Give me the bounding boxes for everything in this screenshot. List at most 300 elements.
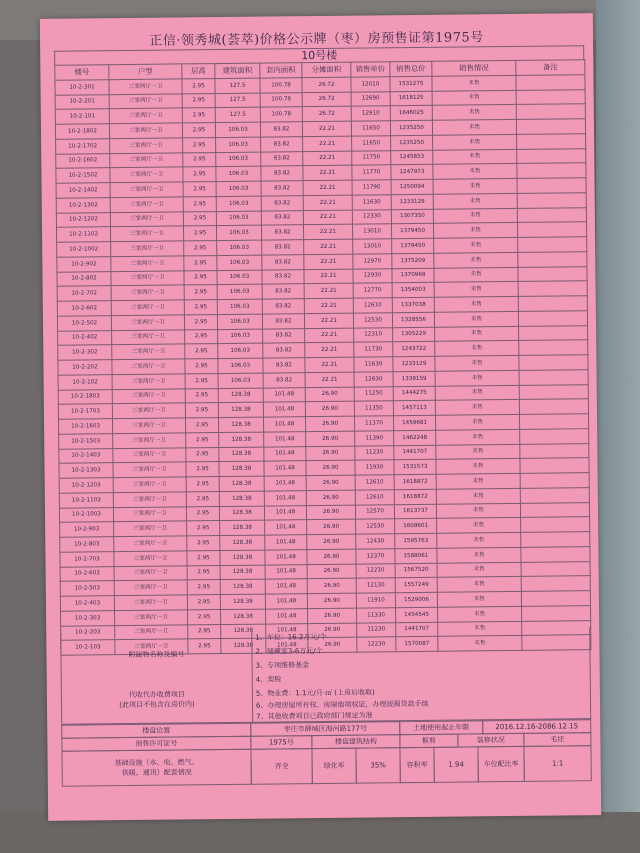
cell-layout: 三室两厅一卫 — [109, 123, 182, 139]
cell-floor-height: 2.95 — [182, 123, 215, 138]
cell-sale-status: 未售 — [432, 105, 516, 121]
cell-sale-status: 未售 — [436, 459, 520, 475]
cell-gross-area: 128.38 — [221, 638, 266, 653]
cell-net-area: 83.82 — [263, 328, 305, 343]
header-shared-area: 分摊面积 — [302, 62, 351, 77]
cell-floor-height: 2.95 — [185, 359, 218, 374]
cell-floor-height: 2.95 — [186, 477, 219, 492]
land-term-label: 土地使用起止年限 — [399, 720, 483, 735]
cell-net-area: 101.48 — [264, 505, 306, 520]
cell-total-price: 1457113 — [393, 401, 435, 416]
cell-total-price: 1233129 — [391, 194, 433, 209]
cell-building-no: 10-2-1302 — [56, 197, 110, 212]
cell-net-area: 83.82 — [263, 372, 305, 387]
attachments-label: 附属物名称及编号 — [128, 650, 185, 660]
cell-sale-status: 未售 — [434, 296, 518, 312]
cell-building-no: 10-2-102 — [58, 374, 112, 389]
cell-building-no: 10-2-1702 — [56, 138, 110, 153]
cell-net-area: 83.82 — [261, 210, 303, 225]
cell-sale-status: 未售 — [433, 178, 517, 194]
cell-building-no: 10-2-101 — [55, 109, 109, 124]
cell-building-no: 10-2-1303 — [59, 463, 113, 478]
cell-unit-price: 11330 — [357, 607, 396, 622]
cell-total-price: 1531275 — [390, 76, 432, 91]
cell-total-price: 1588061 — [395, 548, 437, 563]
cell-net-area: 101.48 — [266, 608, 308, 623]
cell-remarks — [519, 384, 588, 399]
cell-unit-price: 11390 — [355, 430, 394, 445]
cell-total-price: 1613737 — [394, 504, 436, 519]
cell-building-no: 10-2-603 — [60, 566, 114, 581]
cell-gross-area: 106.03 — [216, 211, 261, 226]
collection-label: 代收代办收费项目 — [128, 690, 185, 700]
cell-gross-area: 128.38 — [220, 579, 265, 594]
cell-gross-area: 128.38 — [218, 402, 263, 417]
cell-layout: 三室两厅一卫 — [109, 93, 182, 109]
header-remarks: 备注 — [516, 60, 585, 75]
cell-floor-height: 2.95 — [187, 521, 220, 536]
cell-net-area: 83.82 — [262, 313, 304, 328]
cell-total-price: 1243722 — [393, 342, 435, 357]
cell-shared-area: 22.21 — [304, 269, 353, 284]
cell-building-no: 10-2-1603 — [59, 419, 113, 434]
cell-shared-area: 22.21 — [303, 195, 352, 210]
cell-floor-height: 2.95 — [184, 270, 217, 285]
cell-sale-status: 未售 — [437, 562, 521, 578]
cell-total-price: 1618872 — [394, 474, 436, 489]
cell-layout: 三室两厅一卫 — [110, 182, 183, 198]
cell-building-no: 10-2-802 — [57, 271, 111, 286]
cell-net-area: 83.82 — [262, 299, 304, 314]
cell-gross-area: 106.03 — [217, 270, 262, 285]
cell-building-no: 10-2-403 — [60, 596, 114, 611]
cell-net-area: 83.82 — [261, 151, 303, 166]
cell-sale-status: 未售 — [432, 75, 516, 91]
cell-shared-area: 26.90 — [305, 416, 354, 431]
cell-building-no: 10-2-301 — [55, 79, 109, 94]
cell-gross-area: 128.38 — [219, 432, 264, 447]
cell-floor-height: 2.95 — [184, 285, 217, 300]
cell-sale-status: 未售 — [433, 223, 517, 239]
cell-remarks — [517, 148, 586, 163]
cell-shared-area: 26.90 — [305, 401, 354, 416]
cell-shared-area: 26.90 — [307, 549, 356, 564]
cell-sale-status: 未售 — [435, 370, 519, 386]
cell-gross-area: 128.38 — [221, 624, 266, 639]
cell-layout: 三室两厅一卫 — [110, 211, 183, 227]
cell-net-area: 100.78 — [260, 92, 302, 107]
cell-net-area: 101.48 — [263, 417, 305, 432]
cell-unit-price: 11790 — [352, 180, 391, 195]
cell-gross-area: 128.38 — [219, 461, 264, 476]
cell-remarks — [521, 546, 590, 561]
cell-unit-price: 12770 — [353, 283, 392, 298]
cell-remarks — [518, 296, 587, 311]
cell-unit-price: 12370 — [356, 548, 395, 563]
cell-unit-price: 12630 — [354, 371, 393, 386]
cell-unit-price: 11650 — [351, 121, 390, 136]
permit-label: 预售许可证号 — [61, 736, 251, 752]
cell-remarks — [516, 104, 585, 119]
header-total-price: 销售总价 — [390, 61, 432, 76]
cell-gross-area: 128.38 — [219, 476, 264, 491]
cell-floor-height: 2.95 — [187, 550, 220, 565]
cell-unit-price: 11770 — [352, 165, 391, 180]
cell-net-area: 83.82 — [262, 254, 304, 269]
cell-remarks — [521, 532, 590, 547]
cell-floor-height: 2.95 — [187, 536, 220, 551]
cell-unit-price: 12970 — [353, 253, 392, 268]
cell-floor-height: 2.95 — [187, 595, 220, 610]
cell-sale-status: 未售 — [434, 282, 518, 298]
cell-net-area: 100.78 — [260, 77, 302, 92]
cell-unit-price: 11910 — [356, 593, 395, 608]
header-building-no: 楼号 — [55, 65, 109, 80]
cell-total-price: 1235250 — [391, 135, 433, 150]
parking-ratio-value: 1:1 — [523, 745, 591, 782]
cell-total-price: 1339159 — [393, 371, 435, 386]
cell-shared-area: 26.90 — [308, 637, 357, 652]
cell-total-price: 1444275 — [393, 386, 435, 401]
cell-floor-height: 2.95 — [183, 211, 216, 226]
cell-remarks — [516, 74, 585, 89]
cell-building-no: 10-2-103 — [61, 640, 115, 655]
cell-total-price: 1441707 — [396, 622, 438, 637]
cell-sale-status: 未售 — [435, 326, 519, 342]
cell-unit-price: 13010 — [352, 224, 391, 239]
cell-net-area: 101.48 — [264, 490, 306, 505]
cell-gross-area: 128.38 — [219, 491, 264, 506]
cell-total-price: 1305229 — [393, 327, 435, 342]
cell-net-area: 101.48 — [263, 387, 305, 402]
cell-building-no: 10-2-303 — [61, 610, 115, 625]
cell-remarks — [520, 458, 589, 473]
cell-shared-area: 22.21 — [305, 328, 354, 343]
location-label: 楼盘位置 — [61, 723, 251, 739]
cell-floor-height: 2.95 — [182, 108, 215, 123]
cell-floor-height: 2.95 — [184, 300, 217, 315]
cell-remarks — [517, 222, 586, 237]
cell-unit-price: 12230 — [357, 637, 396, 652]
cell-sale-status: 未售 — [434, 267, 518, 283]
cell-shared-area: 22.21 — [304, 298, 353, 313]
cell-net-area: 101.48 — [266, 638, 308, 653]
cell-layout: 三室两厅一卫 — [114, 580, 187, 596]
cell-layout: 三室两厅一卫 — [111, 256, 184, 272]
cell-remarks — [519, 355, 588, 370]
plot-ratio-label: 容积率 — [399, 747, 434, 783]
cell-total-price: 1235250 — [390, 120, 432, 135]
annex-section — [60, 627, 591, 725]
cell-net-area: 101.48 — [264, 431, 306, 446]
cell-remarks — [520, 487, 589, 502]
cell-building-no: 10-2-702 — [57, 286, 111, 301]
cell-shared-area: 26.90 — [306, 490, 355, 505]
cell-floor-height: 2.95 — [188, 639, 221, 654]
cell-shared-area: 22.21 — [304, 239, 353, 254]
cell-total-price: 1454545 — [395, 607, 437, 622]
cell-building-no: 10-2-1503 — [59, 433, 113, 448]
cell-remarks — [519, 414, 588, 429]
collection-item: 5、物业费：1.1元/月·㎡ (上房后收取) — [255, 688, 375, 698]
cell-gross-area: 128.38 — [220, 594, 265, 609]
cell-shared-area: 26.90 — [308, 623, 357, 638]
cell-net-area: 101.48 — [264, 446, 306, 461]
cell-sale-status: 未售 — [436, 473, 520, 489]
cell-total-price: 1328556 — [392, 312, 434, 327]
cell-building-no: 10-2-1502 — [56, 168, 110, 183]
cell-remarks — [521, 517, 590, 532]
cell-unit-price: 12430 — [356, 534, 395, 549]
cell-layout: 三室两厅一卫 — [113, 506, 186, 522]
cell-shared-area: 22.21 — [305, 372, 354, 387]
cell-remarks — [520, 473, 589, 488]
cell-shared-area: 22.21 — [304, 254, 353, 269]
cell-sale-status: 未售 — [432, 119, 516, 135]
cell-net-area: 101.48 — [266, 623, 308, 638]
cell-sale-status: 未售 — [436, 444, 520, 460]
cell-layout: 三室两厅一卫 — [111, 285, 184, 301]
cell-layout: 三室两厅一卫 — [110, 167, 183, 183]
cell-unit-price: 11650 — [352, 136, 391, 151]
cell-gross-area: 128.38 — [221, 609, 266, 624]
cell-sale-status: 未售 — [437, 591, 521, 607]
cell-remarks — [518, 310, 587, 325]
structure-label: 楼盘建筑结构 — [311, 734, 400, 749]
cell-layout: 三室两厅一卫 — [114, 536, 187, 552]
cell-remarks — [518, 266, 587, 281]
cell-building-no: 10-2-1103 — [59, 492, 113, 507]
cell-sale-status: 未售 — [437, 532, 521, 548]
cell-building-no: 10-2-1803 — [58, 389, 112, 404]
cell-sale-status: 未售 — [433, 149, 517, 165]
cell-building-no: 10-2-803 — [60, 537, 114, 552]
cell-remarks — [521, 576, 590, 591]
cell-layout: 三室两厅一卫 — [113, 477, 186, 493]
cell-gross-area: 106.03 — [217, 299, 262, 314]
cell-sale-status: 未售 — [435, 341, 519, 357]
cell-shared-area: 26.90 — [306, 431, 355, 446]
facility-label-line: 基础设施（水、电、燃气、 — [114, 758, 199, 768]
cell-unit-price: 11350 — [354, 401, 393, 416]
facility-label — [61, 749, 251, 787]
cell-floor-height: 2.95 — [188, 624, 221, 639]
header-sale-status: 销售情况 — [432, 60, 516, 76]
cell-shared-area: 26.90 — [308, 608, 357, 623]
cell-unit-price: 12530 — [356, 519, 395, 534]
cell-gross-area: 128.38 — [220, 550, 265, 565]
cell-shared-area: 26.90 — [306, 446, 355, 461]
cell-floor-height: 2.95 — [187, 565, 220, 580]
cell-gross-area: 106.03 — [215, 122, 260, 137]
cell-layout: 三室两厅一卫 — [112, 359, 185, 375]
cell-building-no: 10-2-1402 — [56, 183, 110, 198]
cell-net-area: 101.48 — [265, 535, 307, 550]
cell-shared-area: 22.21 — [303, 136, 352, 151]
cell-shared-area: 26.90 — [307, 564, 356, 579]
cell-floor-height: 2.95 — [186, 491, 219, 506]
cell-shared-area: 22.21 — [304, 283, 353, 298]
cell-total-price: 1337038 — [392, 297, 434, 312]
cell-unit-price: 11230 — [357, 622, 396, 637]
cell-shared-area: 22.21 — [302, 121, 351, 136]
cell-shared-area: 22.21 — [305, 357, 354, 372]
cell-unit-price: 11370 — [354, 416, 393, 431]
cell-floor-height: 2.95 — [183, 226, 216, 241]
cell-total-price: 1379450 — [392, 238, 434, 253]
cell-total-price: 1245853 — [391, 150, 433, 165]
cell-gross-area: 106.03 — [217, 284, 262, 299]
facility-row — [61, 745, 591, 787]
cell-floor-height: 2.95 — [185, 329, 218, 344]
cell-building-no: 10-2-1202 — [56, 212, 110, 227]
cell-total-price: 1370968 — [392, 268, 434, 283]
cell-building-no: 10-2-502 — [57, 315, 111, 330]
cell-layout: 三室两厅一卫 — [114, 521, 187, 537]
cell-total-price: 1354003 — [392, 283, 434, 298]
cell-floor-height: 2.95 — [183, 196, 216, 211]
cell-unit-price: 11750 — [352, 150, 391, 165]
cell-gross-area: 128.38 — [220, 520, 265, 535]
permit-value: 1975号 — [250, 735, 312, 750]
cell-layout: 三室两厅一卫 — [110, 197, 183, 213]
cell-gross-area: 106.03 — [216, 166, 261, 181]
cell-sale-status: 未售 — [438, 636, 522, 652]
cell-remarks — [517, 207, 586, 222]
location-value: 枣庄市薛城区海河路177号 — [250, 721, 400, 737]
cell-gross-area: 128.38 — [220, 565, 265, 580]
cell-layout: 三室两厅一卫 — [112, 388, 185, 404]
cell-unit-price: 12330 — [352, 209, 391, 224]
cell-gross-area: 106.03 — [217, 255, 262, 270]
cell-remarks — [520, 502, 589, 517]
cell-unit-price: 11630 — [354, 357, 393, 372]
unit-price-table — [54, 59, 591, 656]
cell-gross-area: 106.03 — [218, 343, 263, 358]
cell-remarks — [521, 605, 590, 620]
cell-layout: 三室两厅一卫 — [113, 447, 186, 463]
cell-unit-price: 12930 — [353, 268, 392, 283]
collection-item: 7、其他收费项目已政府部门规定为准 — [256, 711, 373, 721]
cell-unit-price: 12690 — [351, 91, 390, 106]
cell-layout: 三室两厅一卫 — [114, 551, 187, 567]
cell-net-area: 83.82 — [262, 284, 304, 299]
cell-building-no: 10-2-201 — [55, 94, 109, 109]
plot-ratio-value: 1.94 — [433, 746, 478, 782]
cell-shared-area: 26.90 — [306, 475, 355, 490]
cell-unit-price: 13010 — [353, 239, 392, 254]
cell-building-no: 10-2-203 — [61, 625, 115, 640]
cell-gross-area: 106.03 — [216, 152, 261, 167]
cell-building-no: 10-2-1002 — [57, 242, 111, 257]
cell-net-area: 83.82 — [263, 358, 305, 373]
cell-layout: 三室两厅一卫 — [113, 492, 186, 508]
cell-sale-status: 未售 — [435, 400, 519, 416]
cell-floor-height: 2.95 — [183, 167, 216, 182]
cell-shared-area: 22.21 — [305, 342, 354, 357]
cell-total-price: 1307350 — [391, 209, 433, 224]
cell-remarks — [519, 325, 588, 340]
cell-building-no: 10-2-1703 — [58, 404, 112, 419]
cell-remarks — [516, 89, 585, 104]
cell-net-area: 83.82 — [263, 343, 305, 358]
cell-total-price: 1608601 — [395, 519, 437, 534]
cell-floor-height: 2.95 — [184, 314, 217, 329]
cell-remarks — [520, 428, 589, 443]
cell-gross-area: 106.03 — [218, 329, 263, 344]
cell-unit-price: 11230 — [355, 445, 394, 460]
cell-building-no: 10-2-1802 — [55, 124, 109, 139]
cell-sale-status: 未售 — [433, 208, 517, 224]
cell-floor-height: 2.95 — [186, 418, 219, 433]
cell-net-area: 83.82 — [261, 136, 303, 151]
cell-total-price: 1441707 — [394, 445, 436, 460]
cell-building-no: 10-2-202 — [58, 360, 112, 375]
cell-floor-height: 2.95 — [185, 403, 218, 418]
cell-building-no: 10-2-903 — [60, 522, 114, 537]
cell-shared-area: 22.21 — [303, 180, 352, 195]
cell-total-price: 1567520 — [395, 563, 437, 578]
cell-remarks — [516, 119, 585, 134]
cell-remarks — [521, 591, 590, 606]
cell-layout: 三室两厅一卫 — [111, 270, 184, 286]
cell-building-no: 10-2-402 — [58, 330, 112, 345]
cell-gross-area: 106.03 — [216, 225, 261, 240]
green-ratio-label: 绿化率 — [311, 748, 356, 784]
cell-building-no: 10-2-503 — [60, 581, 114, 596]
cell-floor-height: 2.95 — [182, 93, 215, 108]
cell-remarks — [518, 281, 587, 296]
cell-remarks — [519, 369, 588, 384]
cell-unit-price: 12010 — [351, 77, 390, 92]
cell-sale-status: 未售 — [433, 193, 517, 209]
collection-item: 4、契税 — [255, 675, 282, 684]
green-ratio-value: 35% — [355, 747, 400, 783]
cell-shared-area: 26.90 — [307, 519, 356, 534]
cell-net-area: 101.48 — [265, 594, 307, 609]
cell-floor-height: 2.95 — [186, 506, 219, 521]
cell-floor-height: 2.95 — [183, 182, 216, 197]
cell-shared-area: 22.21 — [303, 151, 352, 166]
cell-building-no: 10-2-602 — [57, 301, 111, 316]
cell-remarks — [519, 399, 588, 414]
cell-remarks — [517, 178, 586, 193]
cell-unit-price: 12570 — [355, 504, 394, 519]
cell-unit-price: 12130 — [356, 578, 395, 593]
cell-remarks — [519, 340, 588, 355]
cell-total-price: 1618872 — [394, 489, 436, 504]
cell-total-price: 1646025 — [390, 106, 432, 121]
cell-total-price: 1375209 — [392, 253, 434, 268]
cell-remarks — [517, 133, 586, 148]
price-notice-sheet — [40, 13, 601, 821]
cell-remarks — [518, 237, 587, 252]
cell-unit-price: 11730 — [354, 342, 393, 357]
cell-unit-price: 12610 — [355, 475, 394, 490]
cell-sale-status: 未售 — [435, 385, 519, 401]
cell-shared-area: 26.90 — [305, 387, 354, 402]
cell-net-area: 101.48 — [265, 564, 307, 579]
cell-total-price: 1250094 — [391, 179, 433, 194]
cell-sale-status: 未售 — [436, 503, 520, 519]
cell-sale-status: 未售 — [432, 90, 516, 106]
structure-value: 框剪 — [399, 734, 458, 749]
header-floor-height: 层高 — [182, 64, 215, 79]
cell-building-no: 10-2-1102 — [57, 227, 111, 242]
parking-ratio-label: 车位配比率 — [477, 746, 524, 782]
facility-label-line: 供暖、通讯）配套情况 — [121, 768, 192, 778]
cell-unit-price: 11630 — [352, 194, 391, 209]
